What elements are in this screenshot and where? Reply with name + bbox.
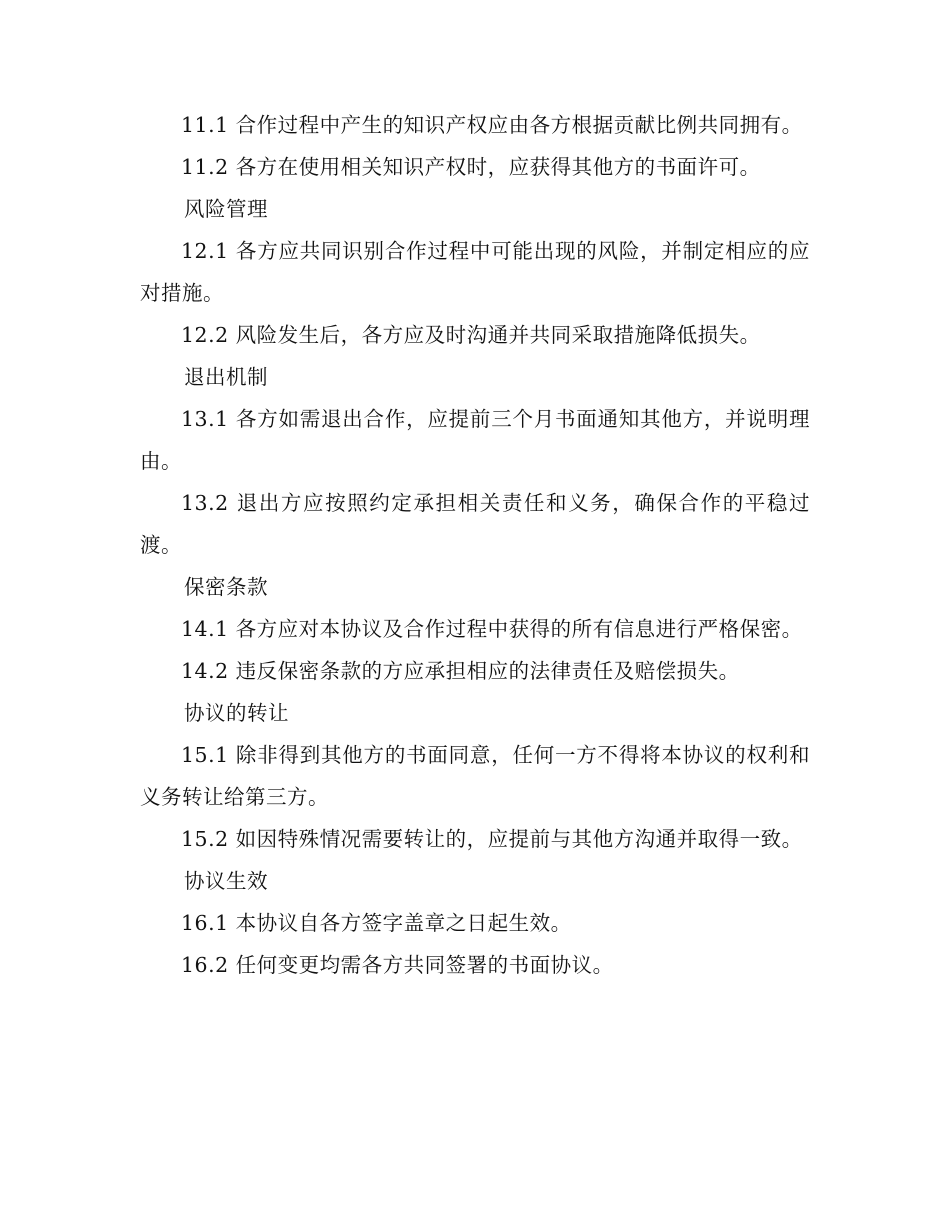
- clause-13-2: 13.2 退出方应按照约定承担相关责任和义务，确保合作的平稳过渡。: [140, 491, 810, 557]
- document-body: [140, 104, 810, 986]
- clause-14-2: 14.2 违反保密条款的方应承担相应的法律责任及赔偿损失。: [181, 659, 740, 683]
- clause-12-1: 12.1 各方应共同识别合作过程中可能出现的风险，并制定相应的应对措施。: [140, 239, 810, 305]
- clause-11-1: 11.1 合作过程中产生的知识产权应由各方根据贡献比例共同拥有。: [181, 113, 803, 137]
- clause-12-2: 12.2 风险发生后，各方应及时沟通并共同采取措施降低损失。: [181, 323, 761, 347]
- section-heading-effectiveness: 协议生效: [184, 869, 268, 893]
- clause-15-1: 15.1 除非得到其他方的书面同意，任何一方不得将本协议的权利和义务转让给第三方。: [140, 743, 810, 809]
- section-heading-risk-management: 风险管理: [184, 197, 268, 221]
- section-heading-exit-mechanism: 退出机制: [184, 365, 268, 389]
- section-heading-confidentiality: 保密条款: [184, 575, 268, 599]
- clause-15-2: 15.2 如因特殊情况需要转让的，应提前与其他方沟通并取得一致。: [181, 827, 803, 851]
- section-heading-assignment: 协议的转让: [184, 701, 289, 725]
- clause-13-1: 13.1 各方如需退出合作，应提前三个月书面通知其他方，并说明理由。: [140, 407, 810, 473]
- clause-11-2: 11.2 各方在使用相关知识产权时，应获得其他方的书面许可。: [181, 155, 761, 179]
- clause-16-1: 16.1 本协议自各方签字盖章之日起生效。: [181, 911, 572, 935]
- clause-16-2: 16.2 任何变更均需各方共同签署的书面协议。: [181, 953, 614, 977]
- clause-14-1: 14.1 各方应对本协议及合作过程中获得的所有信息进行严格保密。: [181, 617, 803, 641]
